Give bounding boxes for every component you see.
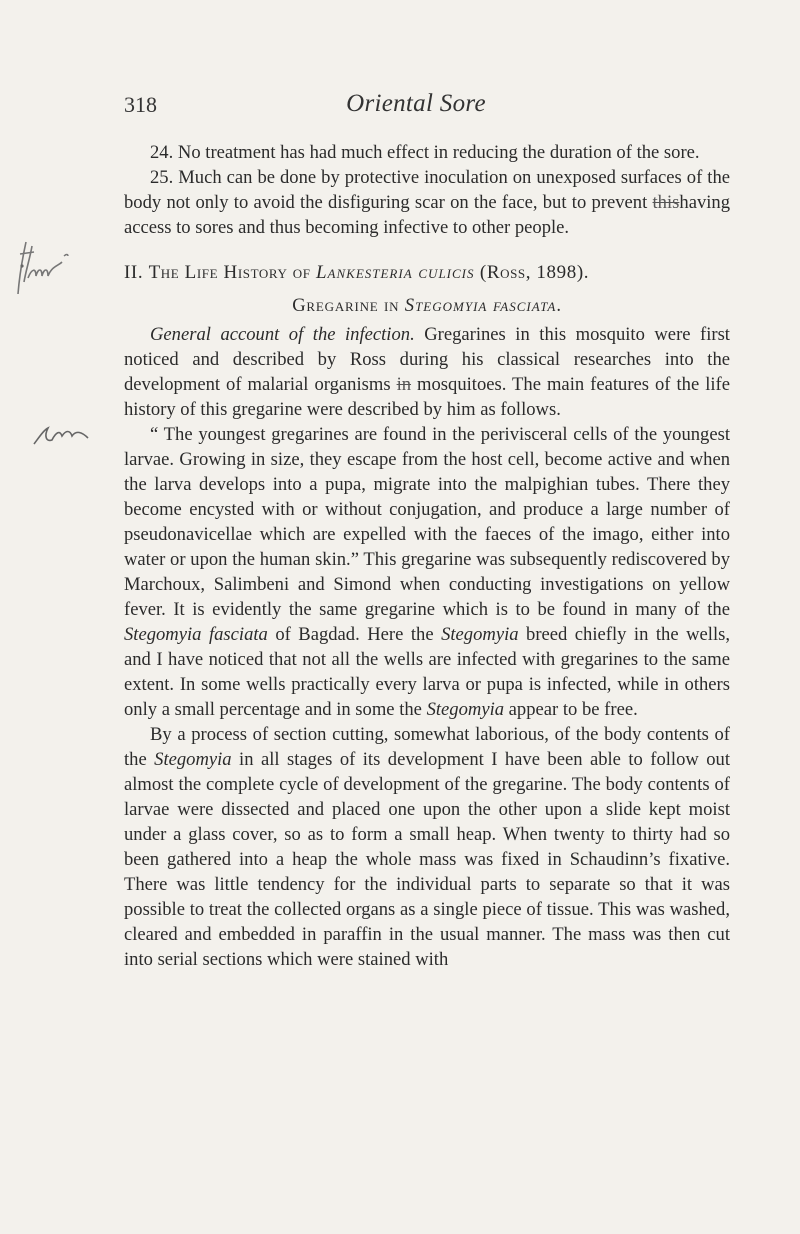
paragraph-text: Gregarines in this mosquito were first noticed and described by Ross during his classical researches into the development of malarial organisms <box>124 324 730 395</box>
paragraph-text: of Bagdad. Here the <box>267 624 442 645</box>
paragraph-section-cutting <box>124 722 730 972</box>
subheading-species: Stegomyia fasciata <box>404 295 557 316</box>
species-name: Stegomyia <box>441 624 519 645</box>
paragraph-24 <box>124 140 730 165</box>
paragraph-text: appear to be free. <box>504 699 638 720</box>
paragraph-text: mosquitoes. The main features of the life history of this gregarine were described by him as follows. <box>124 374 730 420</box>
subheading-prefix: Gregarine in <box>292 295 400 316</box>
handwritten-margin-note-in <box>30 422 94 448</box>
heading-paren: ( <box>479 262 487 283</box>
paragraph-number: 24. <box>150 142 174 163</box>
lead-italic: General account of the infection. <box>150 324 415 345</box>
handwritten-margin-note-them <box>6 238 84 296</box>
section-subheading <box>124 293 730 318</box>
heading-prefix: The Life History of <box>148 262 311 283</box>
paragraph-quote <box>124 422 730 722</box>
paragraph-text: By a process of section cutting, somewhat laborious, of the body contents of the <box>124 724 730 770</box>
struck-out-word: in <box>396 374 412 395</box>
heading-author: Ross <box>486 262 526 283</box>
paragraph-text: Much can be done by protective inoculation on unexposed surfaces of the body not only to avoid the disfiguring scar on the face, but to prevent <box>124 167 731 213</box>
page-number: 318 <box>124 92 157 117</box>
paragraph-general-account <box>124 322 730 422</box>
species-name: Stegomyia <box>154 749 232 770</box>
paragraph-text: “ The youngest gregarines are found in the perivisceral cells of the youngest larvae. Growing in size, they escape from the host cell, become active and when the larva develops into a pupa, migrate into the malpighian tubes. There they become encysted with or without conjugation, and produce a large number of pseudonavicellae which are expelled with the faeces of the imago, either into water or upon the human skin.” This gregarine was subsequently rediscovered by Marchoux, Salimbeni and Simond when conducting investigations on yellow fever. It is evidently the same gregarine which is to be found in many of the <box>124 424 730 620</box>
running-head <box>124 92 708 120</box>
struck-out-word: this <box>652 192 680 213</box>
species-name: Stegomyia <box>426 699 505 720</box>
running-title: Oriental Sore <box>346 90 486 117</box>
species-name: Stegomyia fasciata <box>124 624 268 645</box>
section-heading <box>124 260 730 285</box>
paragraph-number: 25. <box>150 167 174 188</box>
heading-year: , 1898). <box>525 262 590 283</box>
paragraph-text: having access to sores and thus becoming infective to other people. <box>124 192 730 238</box>
paragraph-text: breed chiefly in the wells, and I have noticed that not all the wells are infected with gregarines to the same extent. In some wells practically every larva or pupa is infected, while in others only a small percentage and in some the <box>124 624 730 720</box>
body-text <box>124 140 730 972</box>
subheading-end: . <box>556 295 562 316</box>
handwriting-them-icon <box>6 238 84 296</box>
paragraph-25 <box>124 165 730 240</box>
section-numeral: II. <box>124 262 144 283</box>
paragraph-text: No treatment has had much effect in reducing the duration of the sore. <box>177 142 700 163</box>
paragraph-text: in all stages of its development I have been able to follow out almost the complete cycle of development of the gregarine. The body contents of larvae were dissected and placed one upon the other upon a slide kept moist under a glass cover, so as to form a small heap. When twenty to thirty had so been gathered into a heap the whole mass was fixed in Schaudinn’s fixative. There was little tendency for the individual parts to separate so that it was possible to treat the collected organs as a single piece of tissue. This was washed, cleared and embedded in paraffin in the usual manner. The mass was then cut into serial sections which were stained with <box>124 749 730 970</box>
heading-species: Lankesteria culicis <box>315 262 475 283</box>
handwriting-in-icon <box>30 422 94 448</box>
